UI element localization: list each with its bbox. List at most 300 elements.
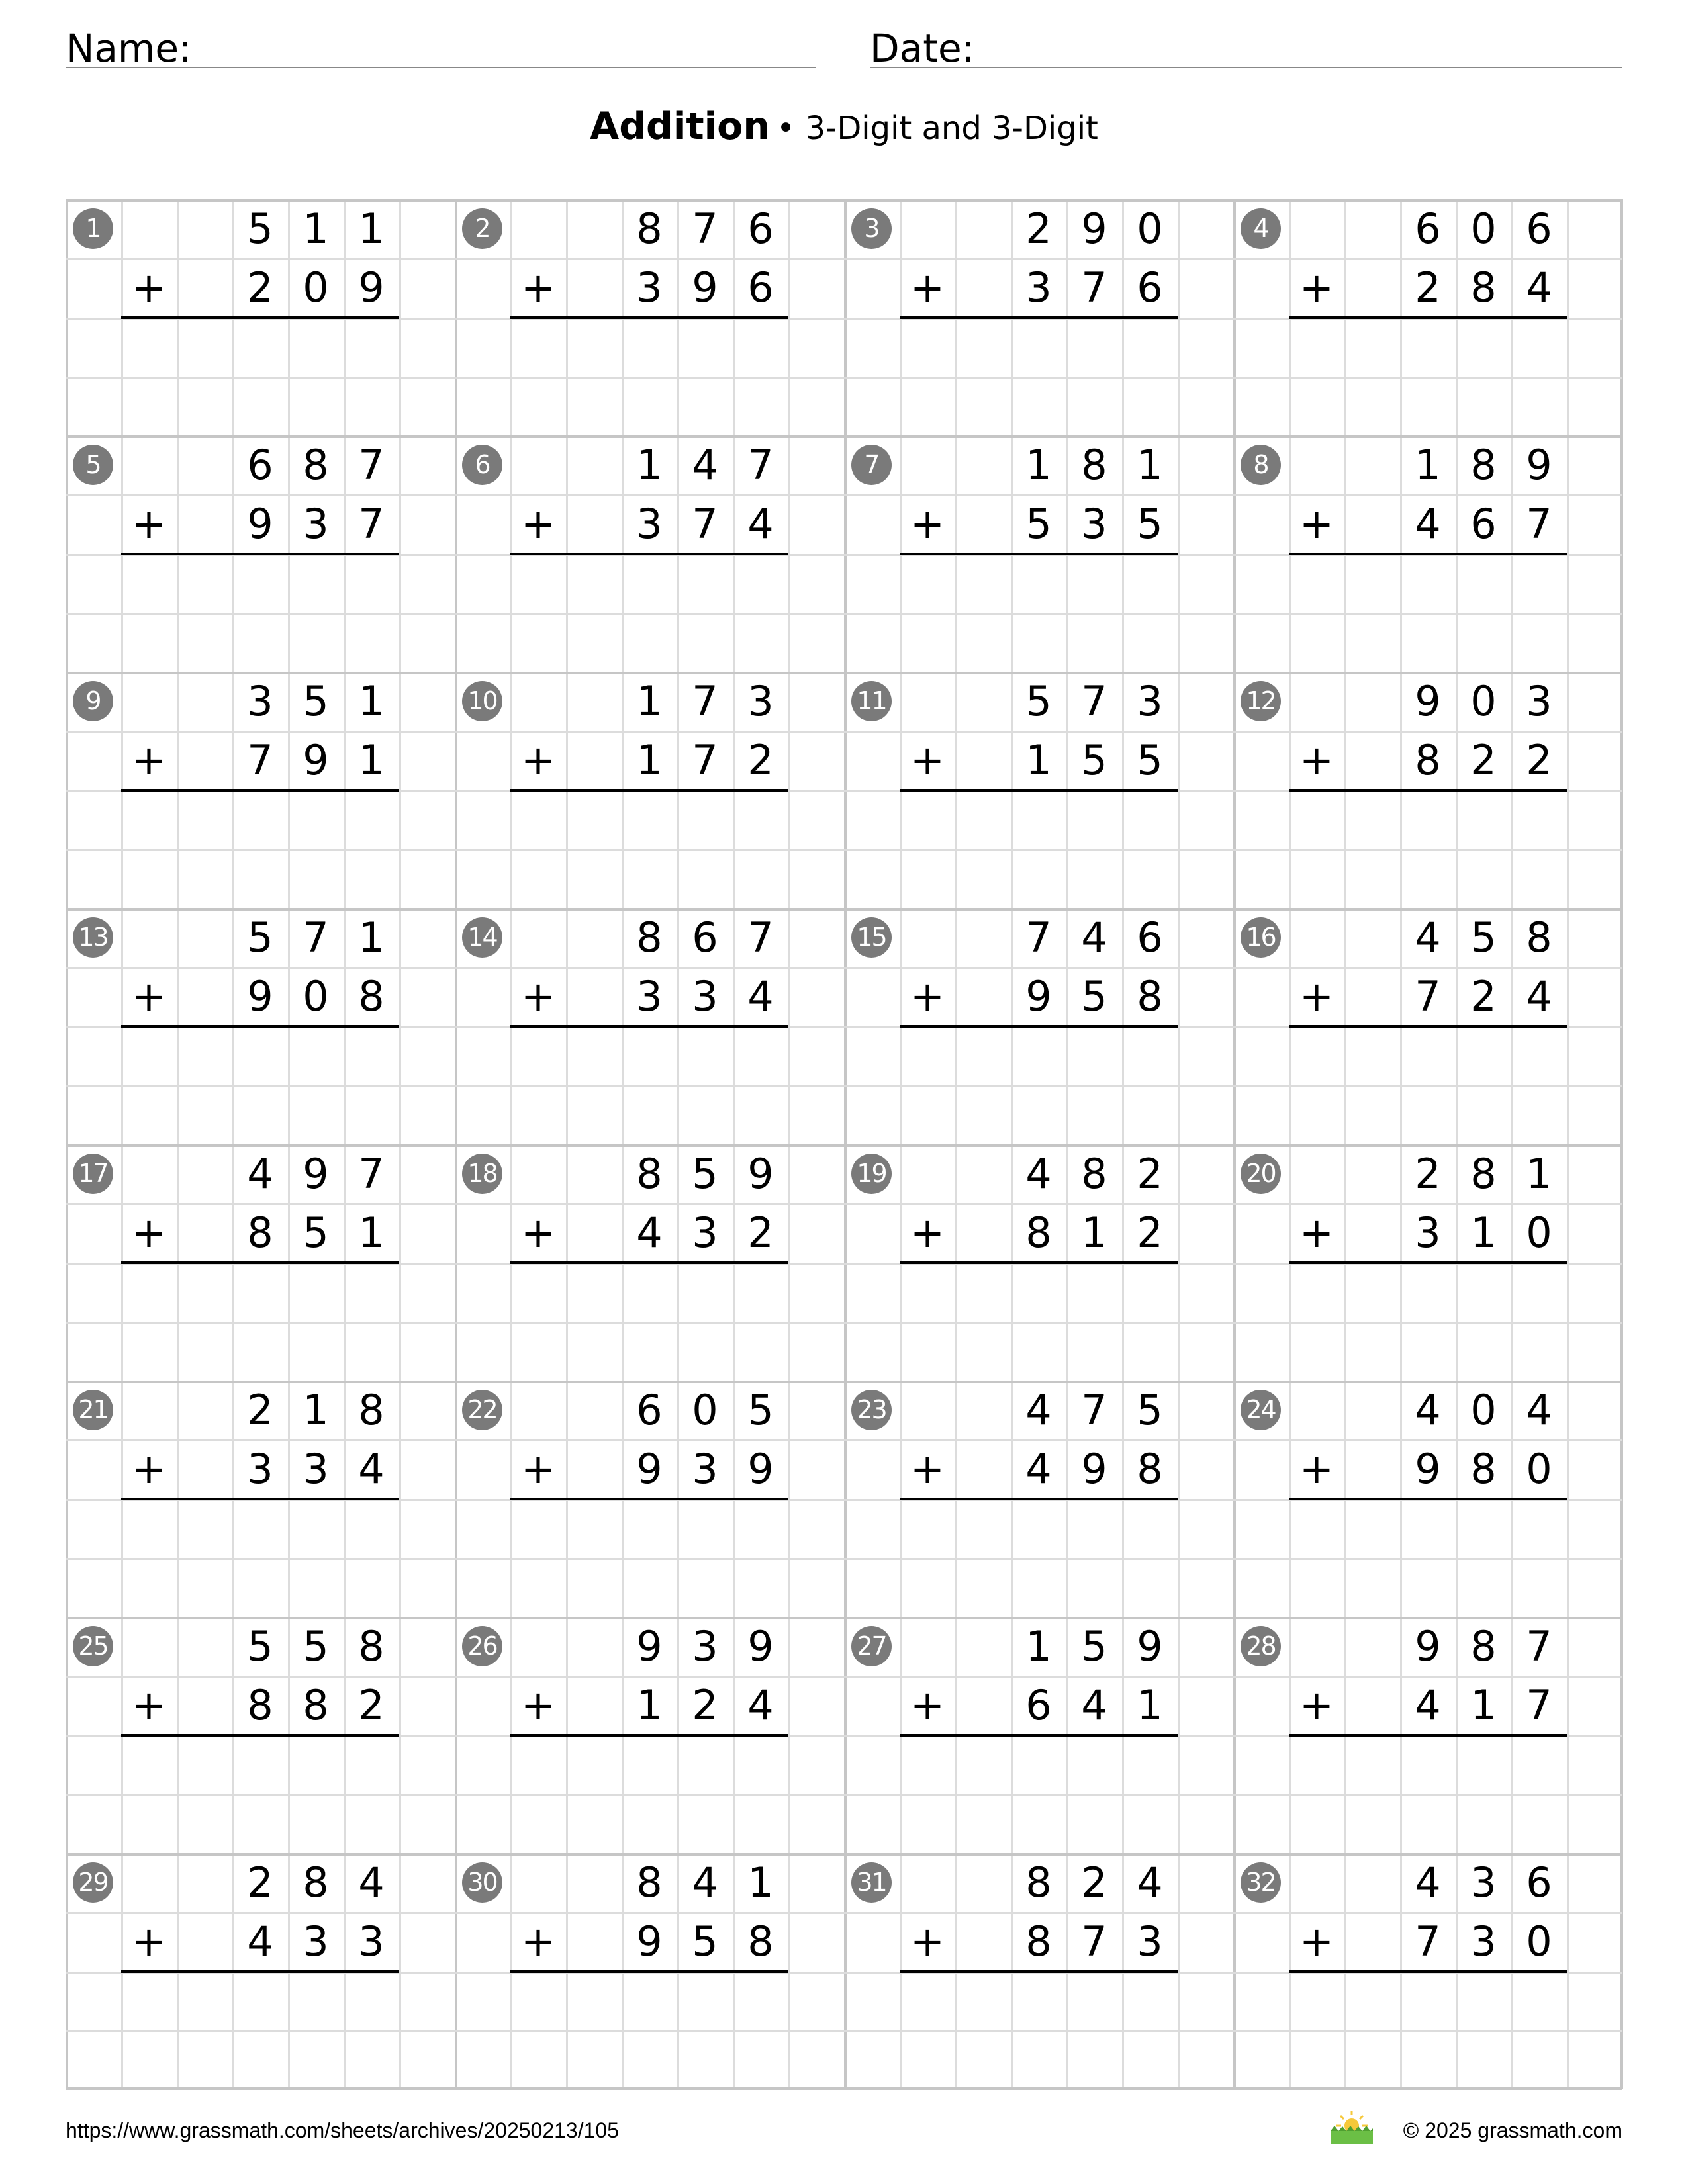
problem-number-badge: 16 xyxy=(1241,917,1281,958)
addend-bottom-digit: 0 xyxy=(1526,1208,1552,1257)
problem-number-badge: 11 xyxy=(851,681,892,721)
plus-sign: + xyxy=(1299,500,1334,548)
addend-top-digit: 5 xyxy=(247,913,273,962)
addend-bottom-digit: 3 xyxy=(1415,1208,1441,1257)
problem-18 xyxy=(455,1144,844,1381)
problem-7 xyxy=(844,435,1233,672)
addend-top-digit: 5 xyxy=(303,1622,329,1670)
addend-bottom-digit: 1 xyxy=(1025,736,1052,784)
plus-sign: + xyxy=(1299,736,1334,784)
addend-top-digit: 5 xyxy=(1081,1622,1107,1670)
addend-top-digit: 7 xyxy=(1081,677,1107,725)
addend-top-digit: 4 xyxy=(1025,1150,1052,1198)
problem-number-badge: 31 xyxy=(851,1862,892,1903)
addend-top-digit: 1 xyxy=(747,1858,774,1907)
addend-top-digit: 1 xyxy=(636,441,663,489)
addend-bottom-digit: 4 xyxy=(636,1208,663,1257)
addend-bottom-digit: 0 xyxy=(1526,1917,1552,1966)
addend-top-digit: 3 xyxy=(1470,1858,1497,1907)
addend-bottom-digit: 8 xyxy=(1137,1445,1163,1493)
plus-sign: + xyxy=(132,500,166,548)
addend-top-digit: 0 xyxy=(1470,677,1497,725)
problem-number-badge: 9 xyxy=(73,681,113,721)
addend-bottom-digit: 3 xyxy=(636,263,663,312)
problem-21 xyxy=(66,1381,455,1617)
problem-number-badge: 23 xyxy=(851,1390,892,1430)
problem-number-badge: 30 xyxy=(462,1862,502,1903)
addend-top-digit: 3 xyxy=(747,677,774,725)
problem-27 xyxy=(844,1617,1233,1853)
addend-top-digit: 0 xyxy=(1470,205,1497,253)
answer-line xyxy=(510,1970,788,1973)
problem-number-badge: 6 xyxy=(462,445,502,485)
addend-top-digit: 1 xyxy=(358,677,385,725)
addend-top-digit: 4 xyxy=(692,441,718,489)
addend-top-digit: 3 xyxy=(1137,677,1163,725)
addend-bottom-digit: 2 xyxy=(1470,972,1497,1021)
addend-bottom-digit: 7 xyxy=(247,736,273,784)
addend-top-digit: 8 xyxy=(1526,913,1552,962)
name-label: Name: xyxy=(66,26,192,71)
answer-line xyxy=(121,1734,399,1737)
answer-line xyxy=(121,1025,399,1028)
problem-number-badge: 12 xyxy=(1241,681,1281,721)
addend-bottom-digit: 6 xyxy=(1025,1681,1052,1729)
addend-bottom-digit: 7 xyxy=(1081,263,1107,312)
addend-bottom-digit: 1 xyxy=(636,1681,663,1729)
addend-bottom-digit: 2 xyxy=(1415,263,1441,312)
addend-bottom-digit: 0 xyxy=(303,972,329,1021)
answer-line xyxy=(510,553,788,555)
addend-bottom-digit: 6 xyxy=(1137,263,1163,312)
addend-top-digit: 2 xyxy=(247,1386,273,1434)
problem-number-badge: 18 xyxy=(462,1154,502,1194)
addend-top-digit: 6 xyxy=(747,205,774,253)
footer-url: https://www.grassmath.com/sheets/archives/20250213/105 xyxy=(66,2118,619,2142)
addend-bottom-digit: 2 xyxy=(747,1208,774,1257)
problem-4 xyxy=(1233,199,1622,435)
addend-bottom-digit: 9 xyxy=(247,500,273,548)
addend-bottom-digit: 8 xyxy=(1137,972,1163,1021)
addend-bottom-digit: 7 xyxy=(1081,1917,1107,1966)
title-main: Addition xyxy=(590,105,770,148)
addend-top-digit: 6 xyxy=(1526,205,1552,253)
plus-sign: + xyxy=(521,1445,555,1493)
problem-number-badge: 21 xyxy=(73,1390,113,1430)
addend-top-digit: 1 xyxy=(1025,441,1052,489)
addend-top-digit: 3 xyxy=(692,1622,718,1670)
addend-bottom-digit: 2 xyxy=(1137,1208,1163,1257)
addend-bottom-digit: 4 xyxy=(1526,972,1552,1021)
addend-top-digit: 1 xyxy=(1137,441,1163,489)
addend-bottom-digit: 3 xyxy=(303,1917,329,1966)
addend-top-digit: 1 xyxy=(303,1386,329,1434)
problem-number-badge: 19 xyxy=(851,1154,892,1194)
plus-sign: + xyxy=(910,1208,945,1257)
addend-top-digit: 7 xyxy=(747,913,774,962)
addend-top-digit: 6 xyxy=(1137,913,1163,962)
addend-top-digit: 9 xyxy=(747,1150,774,1198)
addend-top-digit: 5 xyxy=(247,1622,273,1670)
addend-bottom-digit: 2 xyxy=(247,263,273,312)
addend-bottom-digit: 4 xyxy=(747,1681,774,1729)
answer-line xyxy=(121,789,399,792)
problem-grid xyxy=(66,199,1622,2089)
plus-sign: + xyxy=(521,1917,555,1966)
problem-9 xyxy=(66,672,455,908)
plus-sign: + xyxy=(521,500,555,548)
problem-10 xyxy=(455,672,844,908)
addend-bottom-digit: 1 xyxy=(636,736,663,784)
answer-line xyxy=(900,1025,1178,1028)
answer-line xyxy=(900,553,1178,555)
addend-bottom-digit: 7 xyxy=(1526,1681,1552,1729)
addend-top-digit: 5 xyxy=(747,1386,774,1434)
plus-sign: + xyxy=(521,1681,555,1729)
problem-16 xyxy=(1233,908,1622,1144)
problem-number-badge: 24 xyxy=(1241,1390,1281,1430)
problem-17 xyxy=(66,1144,455,1381)
addend-bottom-digit: 8 xyxy=(303,1681,329,1729)
plus-sign: + xyxy=(1299,1208,1334,1257)
addend-top-digit: 1 xyxy=(1025,1622,1052,1670)
addend-top-digit: 7 xyxy=(1526,1622,1552,1670)
answer-line xyxy=(900,789,1178,792)
addend-bottom-digit: 7 xyxy=(692,500,718,548)
addend-top-digit: 9 xyxy=(636,1622,663,1670)
addend-top-digit: 9 xyxy=(1081,205,1107,253)
addend-bottom-digit: 9 xyxy=(1081,1445,1107,1493)
problem-number-badge: 22 xyxy=(462,1390,502,1430)
addend-bottom-digit: 7 xyxy=(692,736,718,784)
plus-sign: + xyxy=(1299,1445,1334,1493)
addend-top-digit: 6 xyxy=(247,441,273,489)
addend-top-digit: 8 xyxy=(1470,1150,1497,1198)
addend-top-digit: 7 xyxy=(692,677,718,725)
addend-top-digit: 4 xyxy=(1415,913,1441,962)
addend-top-digit: 1 xyxy=(1415,441,1441,489)
addend-bottom-digit: 1 xyxy=(358,1208,385,1257)
plus-sign: + xyxy=(132,736,166,784)
addend-bottom-digit: 3 xyxy=(1137,1917,1163,1966)
answer-line xyxy=(1289,1734,1567,1737)
answer-line xyxy=(1289,789,1567,792)
plus-sign: + xyxy=(521,972,555,1021)
problem-8 xyxy=(1233,435,1622,672)
problem-number-badge: 8 xyxy=(1241,445,1281,485)
addend-bottom-digit: 4 xyxy=(247,1917,273,1966)
addend-bottom-digit: 9 xyxy=(358,263,385,312)
addend-bottom-digit: 9 xyxy=(636,1445,663,1493)
answer-line xyxy=(900,1498,1178,1500)
problem-number-badge: 5 xyxy=(73,445,113,485)
answer-line xyxy=(510,1498,788,1500)
addend-bottom-digit: 3 xyxy=(692,1208,718,1257)
plus-sign: + xyxy=(1299,1917,1334,1966)
addend-bottom-digit: 1 xyxy=(358,736,385,784)
addend-top-digit: 9 xyxy=(1137,1622,1163,1670)
addend-top-digit: 2 xyxy=(1025,205,1052,253)
problem-number-badge: 28 xyxy=(1241,1626,1281,1666)
addend-bottom-digit: 9 xyxy=(1415,1445,1441,1493)
addend-bottom-digit: 4 xyxy=(1415,1681,1441,1729)
addend-bottom-digit: 9 xyxy=(247,972,273,1021)
problem-13 xyxy=(66,908,455,1144)
addend-top-digit: 1 xyxy=(358,205,385,253)
addend-bottom-digit: 9 xyxy=(747,1445,774,1493)
answer-line xyxy=(121,1261,399,1264)
footer-copyright: © 2025 grassmath.com xyxy=(1403,2118,1622,2142)
addend-top-digit: 8 xyxy=(636,1858,663,1907)
addend-top-digit: 8 xyxy=(636,1150,663,1198)
problem-26 xyxy=(455,1617,844,1853)
addend-bottom-digit: 4 xyxy=(358,1445,385,1493)
addend-top-digit: 6 xyxy=(636,1386,663,1434)
problem-number-badge: 15 xyxy=(851,917,892,958)
addend-top-digit: 7 xyxy=(1081,1386,1107,1434)
addend-bottom-digit: 4 xyxy=(747,500,774,548)
addend-bottom-digit: 7 xyxy=(1415,972,1441,1021)
plus-sign: + xyxy=(132,1445,166,1493)
addend-bottom-digit: 7 xyxy=(1526,500,1552,548)
answer-line xyxy=(510,316,788,319)
addend-top-digit: 6 xyxy=(692,913,718,962)
addend-bottom-digit: 3 xyxy=(303,1445,329,1493)
problem-25 xyxy=(66,1617,455,1853)
answer-line xyxy=(1289,316,1567,319)
problem-28 xyxy=(1233,1617,1622,1853)
addend-bottom-digit: 1 xyxy=(1470,1681,1497,1729)
addend-bottom-digit: 5 xyxy=(1025,500,1052,548)
addend-bottom-digit: 8 xyxy=(747,1917,774,1966)
addend-bottom-digit: 8 xyxy=(358,972,385,1021)
plus-sign: + xyxy=(521,1208,555,1257)
addend-top-digit: 3 xyxy=(247,677,273,725)
problem-5 xyxy=(66,435,455,672)
addend-bottom-digit: 9 xyxy=(692,263,718,312)
problem-30 xyxy=(455,1853,844,2089)
problem-1 xyxy=(66,199,455,435)
addend-bottom-digit: 9 xyxy=(1025,972,1052,1021)
addend-top-digit: 5 xyxy=(1470,913,1497,962)
answer-line xyxy=(510,1025,788,1028)
addend-bottom-digit: 8 xyxy=(1025,1917,1052,1966)
addend-top-digit: 9 xyxy=(747,1622,774,1670)
answer-line xyxy=(1289,1261,1567,1264)
grass-sun-logo-icon xyxy=(1329,2109,1374,2146)
addend-top-digit: 4 xyxy=(1415,1386,1441,1434)
problem-31 xyxy=(844,1853,1233,2089)
answer-line xyxy=(1289,1025,1567,1028)
addend-top-digit: 4 xyxy=(1081,913,1107,962)
addend-bottom-digit: 2 xyxy=(1526,736,1552,784)
problem-19 xyxy=(844,1144,1233,1381)
addend-top-digit: 2 xyxy=(1415,1150,1441,1198)
name-line xyxy=(66,67,816,68)
plus-sign: + xyxy=(910,263,945,312)
addend-bottom-digit: 1 xyxy=(1081,1208,1107,1257)
addend-bottom-digit: 3 xyxy=(303,500,329,548)
addend-top-digit: 2 xyxy=(247,1858,273,1907)
problem-6 xyxy=(455,435,844,672)
addend-bottom-digit: 2 xyxy=(747,736,774,784)
addend-top-digit: 8 xyxy=(303,1858,329,1907)
addend-top-digit: 5 xyxy=(1137,1386,1163,1434)
problem-number-badge: 26 xyxy=(462,1626,502,1666)
addend-top-digit: 7 xyxy=(358,1150,385,1198)
addend-top-digit: 5 xyxy=(1025,677,1052,725)
problem-22 xyxy=(455,1381,844,1617)
problem-15 xyxy=(844,908,1233,1144)
problem-number-badge: 32 xyxy=(1241,1862,1281,1903)
problem-2 xyxy=(455,199,844,435)
addend-bottom-digit: 3 xyxy=(1470,1917,1497,1966)
addend-bottom-digit: 7 xyxy=(358,500,385,548)
addend-bottom-digit: 5 xyxy=(303,1208,329,1257)
problem-number-badge: 2 xyxy=(462,208,502,249)
problem-number-badge: 25 xyxy=(73,1626,113,1666)
addend-bottom-digit: 0 xyxy=(303,263,329,312)
plus-sign: + xyxy=(132,1208,166,1257)
addend-bottom-digit: 4 xyxy=(1025,1445,1052,1493)
problem-number-badge: 14 xyxy=(462,917,502,958)
addend-bottom-digit: 4 xyxy=(1415,500,1441,548)
answer-line xyxy=(121,1970,399,1973)
addend-top-digit: 0 xyxy=(1470,1386,1497,1434)
addend-bottom-digit: 1 xyxy=(1470,1208,1497,1257)
addend-top-digit: 8 xyxy=(1081,1150,1107,1198)
plus-sign: + xyxy=(132,1917,166,1966)
addend-bottom-digit: 7 xyxy=(1415,1917,1441,1966)
addend-bottom-digit: 4 xyxy=(1081,1681,1107,1729)
addend-top-digit: 5 xyxy=(303,677,329,725)
addend-bottom-digit: 3 xyxy=(358,1917,385,1966)
problem-number-badge: 10 xyxy=(462,681,502,721)
addend-top-digit: 6 xyxy=(1415,205,1441,253)
answer-line xyxy=(121,316,399,319)
addend-top-digit: 4 xyxy=(1415,1858,1441,1907)
answer-line xyxy=(900,1261,1178,1264)
addend-bottom-digit: 1 xyxy=(1137,1681,1163,1729)
plus-sign: + xyxy=(910,972,945,1021)
addend-bottom-digit: 5 xyxy=(1137,736,1163,784)
addend-bottom-digit: 5 xyxy=(1137,500,1163,548)
addend-top-digit: 7 xyxy=(1025,913,1052,962)
plus-sign: + xyxy=(910,736,945,784)
addend-bottom-digit: 6 xyxy=(1470,500,1497,548)
answer-line xyxy=(510,1734,788,1737)
addend-top-digit: 8 xyxy=(1081,441,1107,489)
addend-bottom-digit: 8 xyxy=(1470,263,1497,312)
answer-line xyxy=(121,553,399,555)
addend-top-digit: 5 xyxy=(692,1150,718,1198)
addend-bottom-digit: 5 xyxy=(1081,736,1107,784)
addend-bottom-digit: 8 xyxy=(247,1208,273,1257)
addend-top-digit: 4 xyxy=(247,1150,273,1198)
problem-number-badge: 4 xyxy=(1241,208,1281,249)
date-line xyxy=(870,67,1622,68)
answer-line xyxy=(900,1970,1178,1973)
addend-top-digit: 8 xyxy=(1025,1858,1052,1907)
addend-bottom-digit: 2 xyxy=(358,1681,385,1729)
addend-bottom-digit: 8 xyxy=(1470,1445,1497,1493)
title-subtitle: • 3-Digit and 3-Digit xyxy=(776,110,1098,147)
addend-top-digit: 7 xyxy=(358,441,385,489)
problem-number-badge: 13 xyxy=(73,917,113,958)
problem-20 xyxy=(1233,1144,1622,1381)
problem-number-badge: 27 xyxy=(851,1626,892,1666)
addend-top-digit: 4 xyxy=(1137,1858,1163,1907)
addend-bottom-digit: 0 xyxy=(1526,1445,1552,1493)
addend-bottom-digit: 4 xyxy=(1526,263,1552,312)
date-label: Date: xyxy=(870,26,975,71)
addend-top-digit: 7 xyxy=(692,205,718,253)
problem-24 xyxy=(1233,1381,1622,1617)
addend-bottom-digit: 8 xyxy=(247,1681,273,1729)
addend-top-digit: 4 xyxy=(692,1858,718,1907)
plus-sign: + xyxy=(132,1681,166,1729)
addend-bottom-digit: 5 xyxy=(692,1917,718,1966)
addend-bottom-digit: 9 xyxy=(303,736,329,784)
addend-top-digit: 8 xyxy=(1470,441,1497,489)
addend-bottom-digit: 3 xyxy=(636,972,663,1021)
addend-bottom-digit: 2 xyxy=(1470,736,1497,784)
addend-bottom-digit: 3 xyxy=(692,1445,718,1493)
plus-sign: + xyxy=(132,263,166,312)
answer-line xyxy=(510,1261,788,1264)
addend-top-digit: 9 xyxy=(1415,677,1441,725)
addend-top-digit: 4 xyxy=(1526,1386,1552,1434)
problem-number-badge: 17 xyxy=(73,1154,113,1194)
addend-bottom-digit: 3 xyxy=(1081,500,1107,548)
addend-bottom-digit: 3 xyxy=(1025,263,1052,312)
addend-top-digit: 2 xyxy=(1137,1150,1163,1198)
answer-line xyxy=(1289,1498,1567,1500)
answer-line xyxy=(1289,1970,1567,1973)
plus-sign: + xyxy=(910,1917,945,1966)
addend-top-digit: 6 xyxy=(1526,1858,1552,1907)
plus-sign: + xyxy=(1299,263,1334,312)
problem-number-badge: 3 xyxy=(851,208,892,249)
problem-number-badge: 20 xyxy=(1241,1154,1281,1194)
plus-sign: + xyxy=(910,1681,945,1729)
problem-11 xyxy=(844,672,1233,908)
problem-12 xyxy=(1233,672,1622,908)
addend-bottom-digit: 4 xyxy=(747,972,774,1021)
addend-top-digit: 8 xyxy=(358,1622,385,1670)
answer-line xyxy=(121,1498,399,1500)
addend-top-digit: 1 xyxy=(303,205,329,253)
plus-sign: + xyxy=(521,263,555,312)
addend-top-digit: 2 xyxy=(1081,1858,1107,1907)
addend-bottom-digit: 3 xyxy=(247,1445,273,1493)
addend-top-digit: 8 xyxy=(636,205,663,253)
plus-sign: + xyxy=(910,1445,945,1493)
plus-sign: + xyxy=(521,736,555,784)
addend-bottom-digit: 8 xyxy=(1025,1208,1052,1257)
addend-top-digit: 9 xyxy=(1526,441,1552,489)
addend-bottom-digit: 3 xyxy=(636,500,663,548)
addend-top-digit: 8 xyxy=(1470,1622,1497,1670)
answer-line xyxy=(510,789,788,792)
plus-sign: + xyxy=(1299,1681,1334,1729)
answer-line xyxy=(900,1734,1178,1737)
addend-top-digit: 8 xyxy=(358,1386,385,1434)
addend-top-digit: 1 xyxy=(358,913,385,962)
addend-top-digit: 4 xyxy=(358,1858,385,1907)
problem-14 xyxy=(455,908,844,1144)
addend-top-digit: 4 xyxy=(1025,1386,1052,1434)
